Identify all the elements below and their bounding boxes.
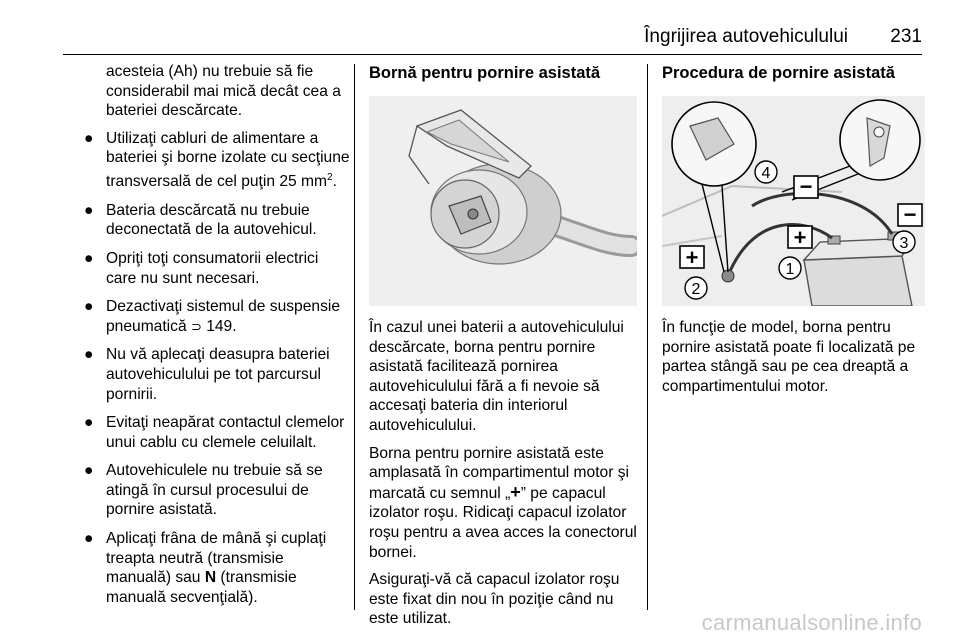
column-divider [354,64,355,610]
page-ref-link[interactable]: 149. [206,317,237,335]
list-item [82,129,350,192]
item-text: . [332,173,337,191]
superscript: 2 [327,171,333,183]
bullet-icon: ● [84,346,94,364]
list-item [82,249,350,288]
minus-icon [794,174,818,199]
paragraph: În funcţie de model, borna pentru pornire asistată poate fi localizată pe partea stângă sau pe cea dreaptă a compartimentului motor. [662,319,916,395]
section-heading: Bornă pentru pornire asistată [369,64,601,82]
paragraph: În cazul unei baterii a autovehiculului descărcate, borna pentru pornire asistată facilitează pornirea autovehiculului fără a fi nevoie să accesaţi bateria din interiorul autovehiculului. [369,319,624,434]
watermark: carmanualsonline.info [701,610,922,635]
item-text: Utilizaţi cabluri de alimentare a bateriei şi borne izolate cu secţiune transversală de cel puţin 25 mm [106,129,350,191]
paragraph: Asiguraţi-vă că capacul izolator roşu este fixat din nou în poziţie când nu este utilizat. [369,571,620,628]
callout-2 [685,277,707,299]
callout-4 [755,161,777,183]
svg-text:−: − [799,174,813,199]
paragraph-text: Borna pentru pornire asistată este amplasată în compartimentul motor şi marcată cu semnul „ [369,444,629,502]
jump-start-procedure-diagram [662,96,925,306]
page-header [63,24,922,55]
list-item [82,297,350,336]
minus-icon [898,202,922,227]
list-item [82,345,350,404]
plus-icon: + [510,481,521,502]
callout-3 [893,231,915,253]
bullet-list [82,129,350,608]
paragraph [369,444,637,563]
page-number: 231 [890,26,922,47]
continuation-text: acesteia (Ah) nu trebuie să fie considerabil mai mică decât cea a bateriei descărcate. [106,63,341,120]
svg-text:+: + [793,225,807,250]
svg-text:−: − [903,202,917,227]
svg-text:+: + [685,245,699,270]
column-1 [82,62,350,616]
bullet-icon: ● [84,414,94,432]
item-text: Opriţi toţi consumatorii electrici care nu sunt necesari. [106,249,319,287]
svg-text:3: 3 [899,235,909,252]
item-text: Autovehiculele nu trebuie să se atingă în cursul procesului de pornire asistată. [106,462,323,519]
column-2 [369,62,637,637]
svg-text:2: 2 [691,281,701,298]
plus-icon [680,245,704,270]
item-text: Evitaţi neapărat contactul clemelor unui cablu cu clemele celuilalt. [106,414,345,451]
bullet-icon: ● [84,129,94,147]
section-heading: Procedura de pornire asistată [662,64,895,82]
list-item [82,529,350,607]
bullet-icon: ● [84,298,94,316]
page-ref-icon: ⊃ [190,318,202,334]
item-text: Nu vă aplecaţi deasupra bateriei autovehiculului pe tot parcursul pornirii. [106,346,330,403]
list-item [82,413,350,452]
bullet-icon: ● [84,201,94,219]
item-text: (transmisie manuală secvenţială). [106,569,297,606]
jump-start-terminal-illustration [369,96,637,306]
bullet-icon: ● [84,249,94,267]
item-text: Dezactivaţi sistemul de suspensie pneumatică [106,298,341,335]
item-text: Bateria descărcată nu trebuie deconectată de la autovehicul. [106,201,317,239]
svg-text:4: 4 [761,165,771,182]
column-3 [662,62,930,404]
bullet-icon: ● [84,530,94,548]
callout-1 [779,257,801,279]
svg-text:1: 1 [785,261,795,278]
list-item [82,201,350,240]
item-text: Aplicaţi frâna de mână şi cuplaţi treapta neutră (transmisie manuală) sau [106,530,327,587]
column-divider [647,64,648,610]
gear-letter: N [204,569,217,587]
paragraph-text: ” pe capacul izolator roşu. Ridicaţi capacul izolator roşu pentru a avea acces la conectorul bornei. [369,484,637,561]
list-item [82,461,350,520]
plus-icon [788,225,812,250]
header-title: Îngrijirea autovehiculului [644,26,848,47]
bullet-icon: ● [84,462,94,480]
